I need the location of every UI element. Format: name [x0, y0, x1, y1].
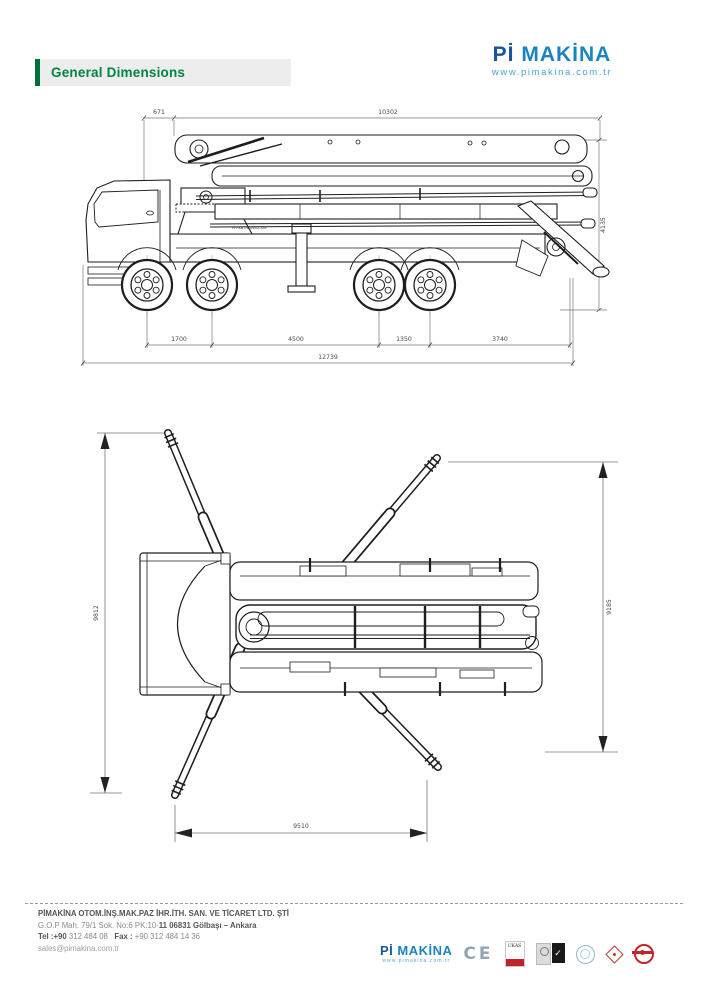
- footer-logo-wordmark: [380, 944, 452, 957]
- footer-fax-label: Fax :: [114, 932, 133, 941]
- green-accent-bar: [35, 59, 40, 86]
- footer-tel-number: 312 484 08: [66, 932, 108, 941]
- dim-label-9510: 9510: [293, 823, 309, 830]
- dim-label-12739: 12739: [318, 354, 338, 361]
- model-label: Pİ PK8 06 0402-4SF: [232, 226, 268, 230]
- ukas-label: UKAS: [507, 944, 522, 949]
- cab-top-view: [140, 553, 230, 695]
- dim-label-1700: 1700: [171, 336, 187, 343]
- truck-top-view: [140, 433, 542, 795]
- top-view-drawing: [0, 400, 707, 860]
- wheel-axle-2: [187, 260, 237, 310]
- outrigger-rear-right-up: [340, 457, 439, 572]
- dim-label-9812: 9812: [93, 605, 100, 621]
- logo-wordmark: [452, 44, 652, 66]
- dim-label-4135: 4135: [600, 217, 607, 233]
- footer-address-part2: 11 06831 Gölbaşı – Ankara: [158, 920, 257, 930]
- ce-mark-icon: CE: [463, 944, 494, 964]
- footer-tel-label: Tel :: [38, 932, 54, 941]
- boom-top-view: [236, 605, 539, 650]
- ukas-red-strip: [506, 959, 524, 966]
- iso-badge-check-icon: ✓: [552, 943, 565, 963]
- logo-part-2: MAKİNA: [521, 43, 612, 66]
- footer-brand-logo: [380, 944, 452, 964]
- footer-logo-website: www.pimakina.com.tr: [382, 958, 451, 964]
- ukas-certification-icon: [505, 941, 525, 967]
- footer-address: [38, 920, 289, 932]
- dim-front-overhang: [142, 116, 176, 183]
- iso-certification-icons: [536, 943, 565, 965]
- footer-company-name: PİMAKİNA OTOM.İNŞ.MAK.PAZ İHR.İTH. SAN. VE TİCARET LTD. ŞTİ: [38, 909, 289, 918]
- footer-email: sales@pimakina.com.tr: [38, 943, 120, 953]
- dim-label-10302: 10302: [378, 109, 398, 116]
- footer-address-part1: G.O.P Mah. 79/1 Sok. No:6 PK:10-: [38, 920, 159, 930]
- iso-badge-gray-icon: [536, 943, 551, 965]
- page-title: General Dimensions: [51, 65, 186, 80]
- dim-label-9185: 9185: [606, 599, 613, 615]
- dim-label-671: 671: [153, 109, 165, 116]
- company-logo: [452, 44, 652, 78]
- round-certification-icon: [576, 945, 595, 964]
- wheel-axle-4: [405, 260, 455, 310]
- footer-divider: [25, 903, 683, 904]
- footer-logo-row: [380, 938, 654, 970]
- side-view-drawing: [0, 100, 707, 385]
- tse-certification-icon: [634, 944, 654, 964]
- footer-logo-part-1: Pİ: [380, 943, 394, 958]
- footer-contact-block: [38, 908, 289, 954]
- section-title-bar: [35, 59, 291, 86]
- dim-label-1350: 1350: [396, 336, 412, 343]
- wheel-axle-1: [122, 260, 172, 310]
- truck-side-view: [86, 135, 609, 316]
- footer-logo-part-2: MAKİNA: [397, 943, 453, 958]
- footer-tel-code: +90: [53, 932, 67, 941]
- dim-label-3740: 3740: [492, 336, 508, 343]
- footer-fax-number: +90 312 484 14 36: [132, 932, 201, 941]
- dim-label-4500: 4500: [288, 336, 304, 343]
- wheel-axle-3: [354, 260, 404, 310]
- footer-phone-line: [38, 931, 289, 943]
- logo-part-1: Pİ: [492, 43, 515, 66]
- dim-outrigger-length-span: [175, 780, 427, 842]
- logo-website: www.pimakina.com.tr: [491, 67, 613, 78]
- diamond-certification-icon: [605, 945, 623, 963]
